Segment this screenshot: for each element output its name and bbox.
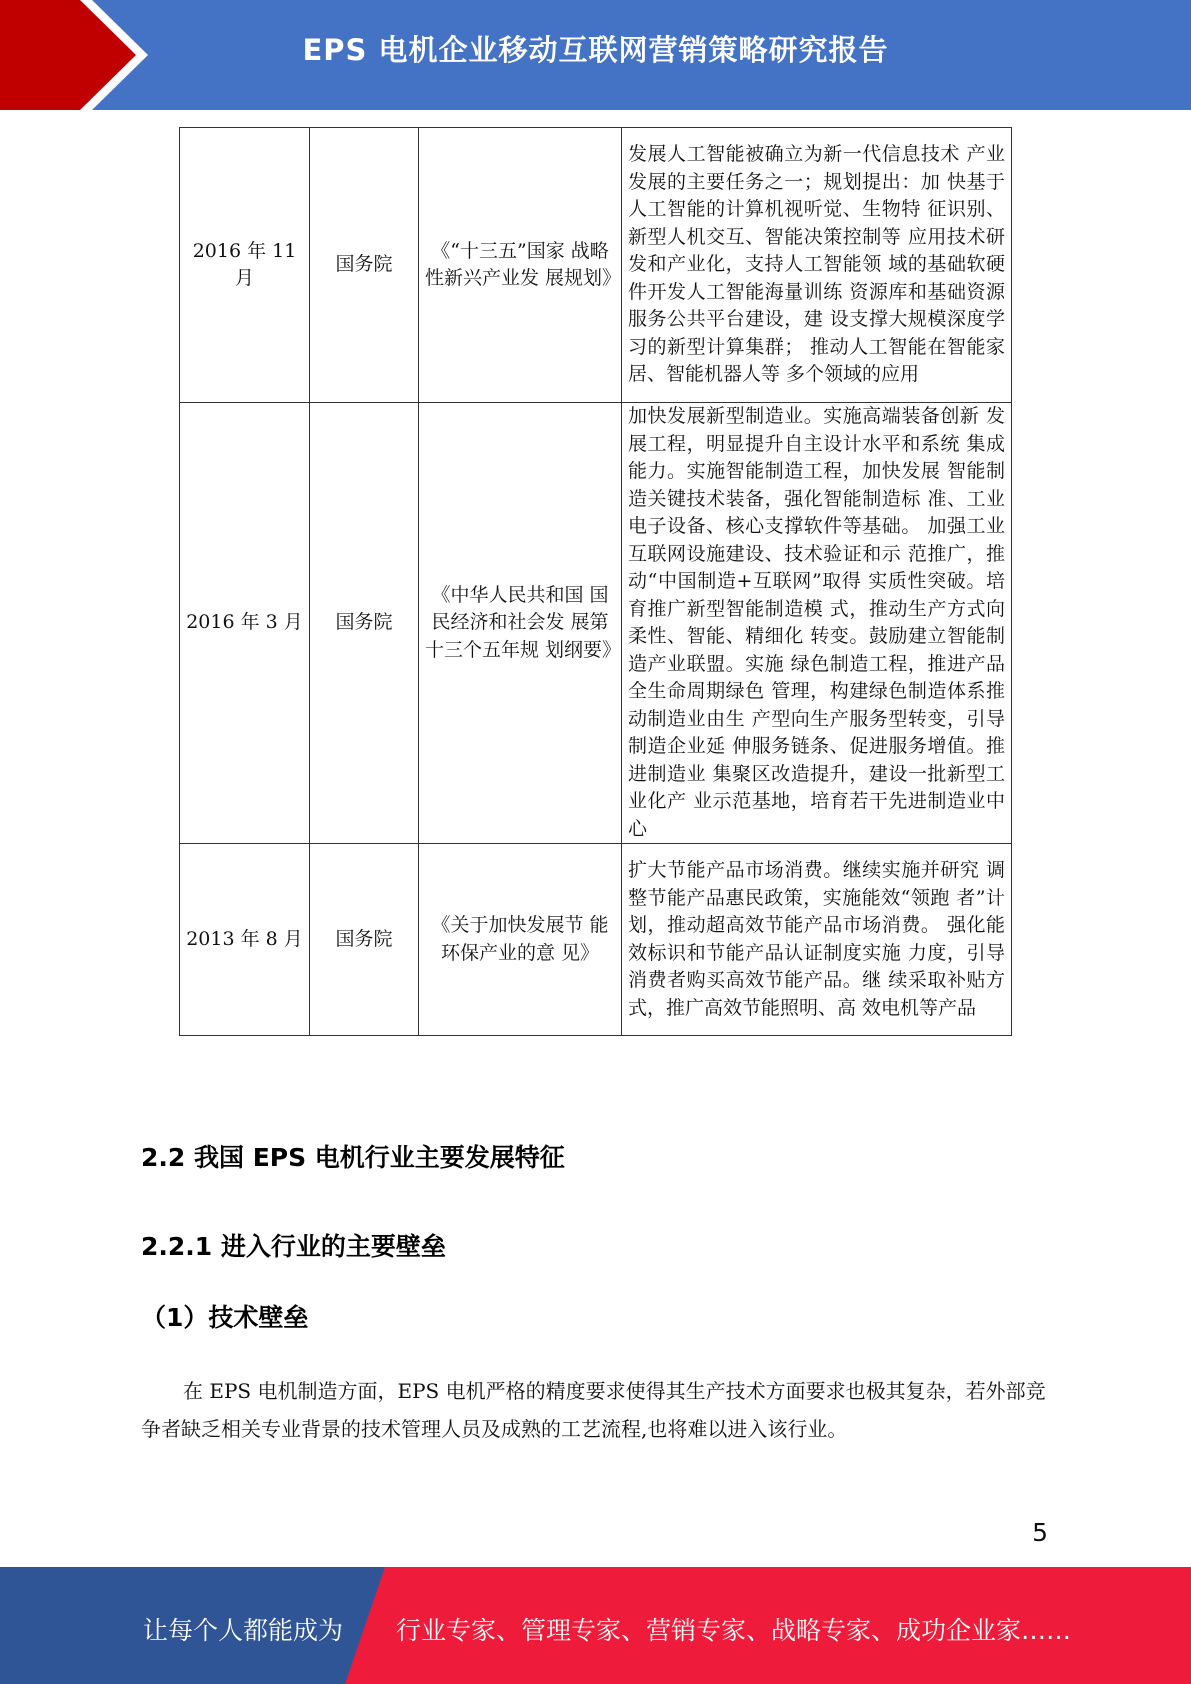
subsubsection-heading: （1）技术壁垒 [141, 1303, 309, 1332]
document-cell: 《“十三五”国家 战略性新兴产业发 展规划》 [419, 128, 622, 403]
date-cell: 2016 年 3 月 [180, 403, 310, 844]
page-header [0, 0, 1191, 110]
policy-table [179, 127, 1012, 1036]
document-cell: 《中华人民共和国 国民经济和社会发 展第十三个五年规 划纲要》 [419, 403, 622, 844]
table-row [180, 128, 1012, 403]
report-title: EPS 电机企业移动互联网营销策略研究报告 [302, 33, 889, 67]
org-cell: 国务院 [310, 844, 419, 1036]
org-cell: 国务院 [310, 128, 419, 403]
content-cell: 扩大节能产品市场消费。继续实施并研究 调整节能产品惠民政策，实施能效“领跑 者”计划，推动超高效节能产品市场消费。 强化能效标识和节能产品认证制度实施 力度，引导消费者购买高效节能产品。继 续采取补贴方式，推广高效节能照明、高 效电机等产品 [622, 844, 1012, 1036]
document-cell: 《关于加快发展节 能环保产业的意 见》 [419, 844, 622, 1036]
date-cell: 2013 年 8 月 [180, 844, 310, 1036]
footer-slogan-left: 让每个人都能成为 [143, 1616, 344, 1645]
table-row [180, 844, 1012, 1036]
date-cell: 2016 年 11 月 [180, 128, 310, 403]
page-footer [0, 1567, 1191, 1684]
page-number: 5 [1032, 1518, 1048, 1547]
section-heading: 2.2 我国 EPS 电机行业主要发展特征 [141, 1143, 565, 1172]
org-cell: 国务院 [310, 403, 419, 844]
table-row [180, 403, 1012, 844]
subsection-heading: 2.2.1 进入行业的主要壁垒 [141, 1232, 446, 1261]
content-cell: 加快发展新型制造业。实施高端装备创新 发展工程，明显提升自主设计水平和系统 集成能力。实施智能制造工程，加快发展 智能制造关键技术装备，强化智能制造标 准、工业电子设备、核心支撑软件等基础。 加强工业互联网设施建设、技术验证和示 范推广，推动“中国制造+互联网”取得 实质性突破。培育推广新型智能制造模 式，推动生产方式向柔性、智能、精细化 转变。鼓励建立智能制造产业联盟。实施 绿色制造工程，推进产品全生命周期绿色 管理，构建绿色制造体系推动制造业由生 产型向生产服务型转变，引导制造企业延 伸服务链条、促进服务增值。推进制造业 集聚区改造提升，建设一批新型工业化产 业示范基地，培育若干先进制造业中心 [622, 403, 1012, 844]
content-cell: 发展人工智能被确立为新一代信息技术 产业发展的主要任务之一；规划提出：加 快基于人工智能的计算机视听觉、生物特 征识别、新型人机交互、智能决策控制等 应用技术研发和产业化，支持人工智能领 域的基础软硬件开发人工智能海量训练 资源库和基础资源服务公共平台建设，建 设支撑大规模深度学习的新型计算集群； 推动人工智能在智能家居、智能机器人等 多个领域的应用 [622, 128, 1012, 403]
body-paragraph: 在 EPS 电机制造方面，EPS 电机严格的精度要求使得其生产技术方面要求也极其复杂，若外部竞争者缺乏相关专业背景的技术管理人员及成熟的工艺流程,也将难以进入该行业。 [141, 1379, 1046, 1441]
footer-slogan-right: 行业专家、管理专家、营销专家、战略专家、成功企业家…… [396, 1616, 1072, 1645]
